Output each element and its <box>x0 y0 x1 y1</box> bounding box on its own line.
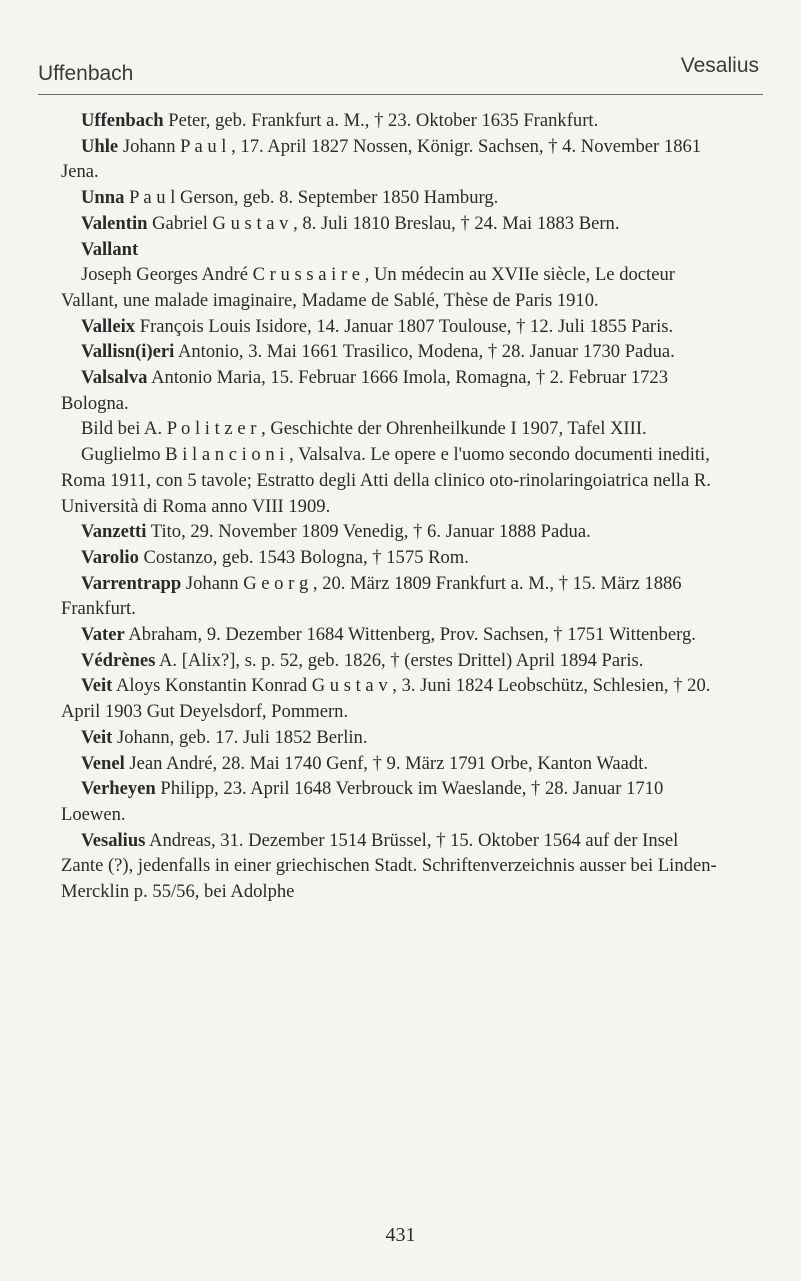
entry-headword: Veit <box>81 675 113 697</box>
entry-uffenbach <box>61 108 717 134</box>
entry-headword: Vater <box>81 624 125 646</box>
entry-headword: Venel <box>81 752 125 774</box>
entry-text: Aloys Konstantin Konrad G u s t a v , 3. Juni 1824 Leobschütz, Schlesien, † 20. April 1903 Gut Deyelsdorf, Pommern. <box>61 675 711 723</box>
page-number: 431 <box>385 1224 416 1246</box>
entry-headword: Vallant <box>81 238 139 260</box>
entry-valentin <box>61 211 717 237</box>
header-rule <box>38 94 763 95</box>
entry-headword: Vallisn(i)eri <box>81 341 175 363</box>
entry-headword: Unna <box>81 187 125 209</box>
entry-text: Jean André, 28. Mai 1740 Genf, † 9. März 1791 Orbe, Kanton Waadt. <box>124 752 649 774</box>
entry-text: Johann G e o r g , 20. März 1809 Frankfurt a. M., † 15. März 1886 Frankfurt. <box>61 572 682 620</box>
entry-headword: Uffenbach <box>81 110 164 131</box>
entry-uhle <box>61 134 717 185</box>
entry-text: Costanzo, geb. 1543 Bologna, † 1575 Rom. <box>138 546 469 568</box>
entry-verheyen <box>61 776 717 827</box>
entry-text: Guglielmo B i l a n c i o n i , Valsalva. Le opere e l'uomo secondo documenti inediti, Roma 1911, con 5 tavole; Estratto degli Atti della clinico oto-rinolaringoiatrica nella R. Università di Roma anno VIII 1909. <box>61 444 711 517</box>
entry-vedrenes <box>61 648 717 674</box>
entry-valsalva <box>61 365 717 416</box>
entry-headword: Védrènes <box>81 649 156 671</box>
entry-valleix <box>61 314 717 340</box>
entry-text: Philipp, 23. April 1648 Verbrouck im Waeslande, † 28. Januar 1710 Loewen. <box>61 778 664 825</box>
entry-unna <box>61 185 717 211</box>
entry-headword: Varrentrapp <box>81 572 182 594</box>
entry-headword: Veit <box>81 726 113 748</box>
entry-veit-johann <box>61 725 717 751</box>
entry-text: François Louis Isidore, 14. Januar 1807 Toulouse, † 12. Juli 1855 Paris. <box>135 315 674 337</box>
entry-text: Bild bei A. P o l i t z e r , Geschichte der Ohrenheilkunde I 1907, Tafel XIII. <box>81 418 647 440</box>
entry-text: Antonio, 3. Mai 1661 Trasilico, Modena, † 28. Januar 1730 Padua. <box>174 341 675 363</box>
entry-vallant <box>61 237 717 263</box>
entry-vanzetti <box>61 519 717 545</box>
entry-headword: Uhle <box>81 135 119 157</box>
entry-valsalva-reference-1 <box>61 416 717 442</box>
entry-text: Joseph Georges André C r u s s a i r e , Un médecin au XVIIe siècle, Le docteur Vallant, une malade imaginaire, Madame de Sablé, Thèse de Paris 1910. <box>61 264 675 311</box>
entry-vesalius <box>61 828 717 905</box>
entry-headword: Valsalva <box>81 367 148 389</box>
running-head <box>38 54 759 98</box>
entry-text: P a u l Gerson, geb. 8. September 1850 Hamburg. <box>124 187 499 209</box>
entry-vallisnieri <box>61 339 717 365</box>
entry-venel <box>61 751 717 777</box>
entry-vallant-reference <box>61 262 717 313</box>
entry-headword: Valleix <box>81 315 136 337</box>
entry-headword: Vanzetti <box>81 521 147 543</box>
entry-text: Johann, geb. 17. Juli 1852 Berlin. <box>112 726 368 748</box>
entry-varolio <box>61 545 717 571</box>
entry-text: Peter, geb. Frankfurt a. M., † 23. Oktober 1635 Frankfurt. <box>163 110 599 131</box>
entry-varrentrapp <box>61 571 717 622</box>
entry-headword: Varolio <box>81 546 139 568</box>
entry-text: Antonio Maria, 15. Februar 1666 Imola, Romagna, † 2. Februar 1723 Bologna. <box>61 367 669 414</box>
entry-valsalva-reference-2 <box>61 442 717 519</box>
entry-headword: Valentin <box>81 212 148 234</box>
entry-veit-aloys <box>61 673 717 724</box>
running-head-right: Vesalius <box>680 54 759 77</box>
entry-headword: Vesalius <box>81 829 146 851</box>
entry-text: Gabriel G u s t a v , 8. Juli 1810 Breslau, † 24. Mai 1883 Bern. <box>147 212 620 234</box>
entry-list <box>61 108 717 905</box>
entry-headword: Verheyen <box>81 778 156 800</box>
running-head-left: Uffenbach <box>38 62 134 85</box>
entry-text: Johann P a u l , 17. April 1827 Nossen, Königr. Sachsen, † 4. November 1861 Jena. <box>61 135 702 183</box>
entry-text: Tito, 29. November 1809 Venedig, † 6. Januar 1888 Padua. <box>146 521 591 543</box>
entry-text: Andreas, 31. Dezember 1514 Brüssel, † 15. Oktober 1564 auf der Insel Zante (?), jedenfalls in einer griechischen Stadt. Schriftenverzeichnis ausser bei Linden-Mercklin p. 55/56, bei Adolphe <box>61 829 717 903</box>
entry-vater <box>61 622 717 648</box>
entry-text: A. [Alix?], s. p. 52, geb. 1826, † (erstes Drittel) April 1894 Paris. <box>155 649 644 671</box>
entry-text: Abraham, 9. Dezember 1684 Wittenberg, Prov. Sachsen, † 1751 Wittenberg. <box>124 624 696 646</box>
